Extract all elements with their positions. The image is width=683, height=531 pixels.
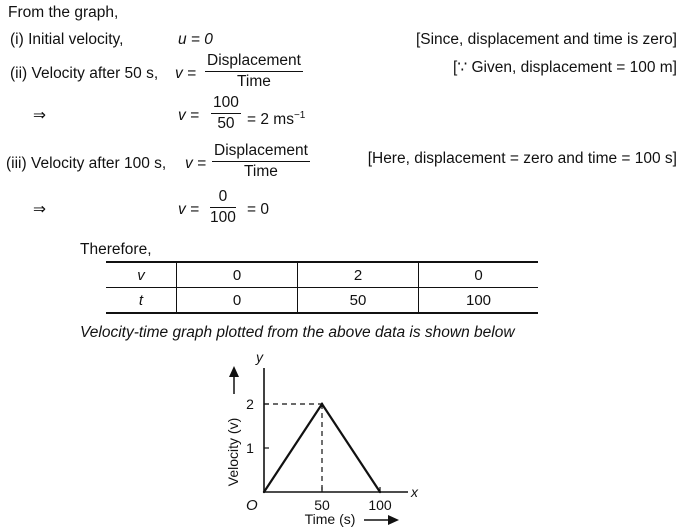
velocity-calc-lhs: v = (178, 107, 200, 124)
velocity-zero-result: = 0 (247, 201, 269, 218)
result-superscript: −1 (293, 110, 306, 121)
initial-velocity-note: [Since, displacement and time is zero] (415, 31, 677, 48)
implies-arrow: ⇒ (33, 107, 46, 124)
therefore-text: Therefore, (80, 241, 152, 258)
initial-velocity-equation: u = 0 (178, 31, 213, 48)
table-cell: v (106, 262, 177, 288)
x-axis-letter: x (411, 484, 418, 500)
result-text: = 2 ms (247, 111, 294, 129)
fraction-numerator: Displacement (205, 52, 303, 72)
origin-label: O (246, 497, 258, 514)
y-axis-label: Velocity (v) (225, 417, 241, 487)
velocity-50s-note: [∵ Given, displacement = 100 m] (453, 59, 677, 76)
table-cell: 0 (177, 262, 298, 288)
fraction-denominator: Time (244, 163, 278, 180)
table-cell: t (106, 288, 177, 314)
y-label-arrow-icon (229, 366, 239, 377)
y-tick-label: 1 (246, 440, 254, 456)
x-tick-label: 50 (314, 497, 330, 513)
fraction-numerator: 0 (210, 188, 236, 208)
fraction-denominator: 100 (210, 209, 236, 226)
velocity-50s-lhs: v = (175, 65, 197, 82)
table-cell: 0 (177, 288, 298, 314)
graph-caption: Velocity-time graph plotted from the above data is shown below (80, 324, 515, 341)
velocity-zero-lhs: v = (178, 201, 200, 218)
fraction-denominator: Time (237, 73, 271, 90)
x-label-arrow-icon (388, 515, 399, 525)
table-cell: 2 (298, 262, 419, 288)
data-point (379, 491, 381, 493)
velocity-100s-label: (iii) Velocity after 100 s, (6, 155, 167, 172)
x-tick-label: 100 (368, 497, 392, 513)
fraction-numerator: Displacement (212, 142, 310, 162)
fraction-numerator: 100 (211, 94, 241, 114)
fraction-denominator: 50 (217, 115, 235, 132)
implies-arrow: ⇒ (33, 201, 46, 218)
initial-velocity-label: (i) Initial velocity, (10, 31, 124, 48)
velocity-100s-note: [Here, displacement = zero and time = 100 s] (367, 150, 677, 167)
intro-text: From the graph, (8, 4, 119, 21)
table-cell: 100 (419, 288, 539, 314)
table-cell: 0 (419, 262, 539, 288)
y-axis-letter: y (256, 349, 263, 365)
table-cell: 50 (298, 288, 419, 314)
velocity-100s-lhs: v = (185, 155, 207, 172)
y-tick-label: 2 (246, 396, 254, 412)
velocity-50s-label: (ii) Velocity after 50 s, (10, 65, 159, 82)
data-point (263, 491, 265, 493)
data-point (321, 403, 323, 405)
x-axis-label: Time (s) (304, 511, 356, 527)
